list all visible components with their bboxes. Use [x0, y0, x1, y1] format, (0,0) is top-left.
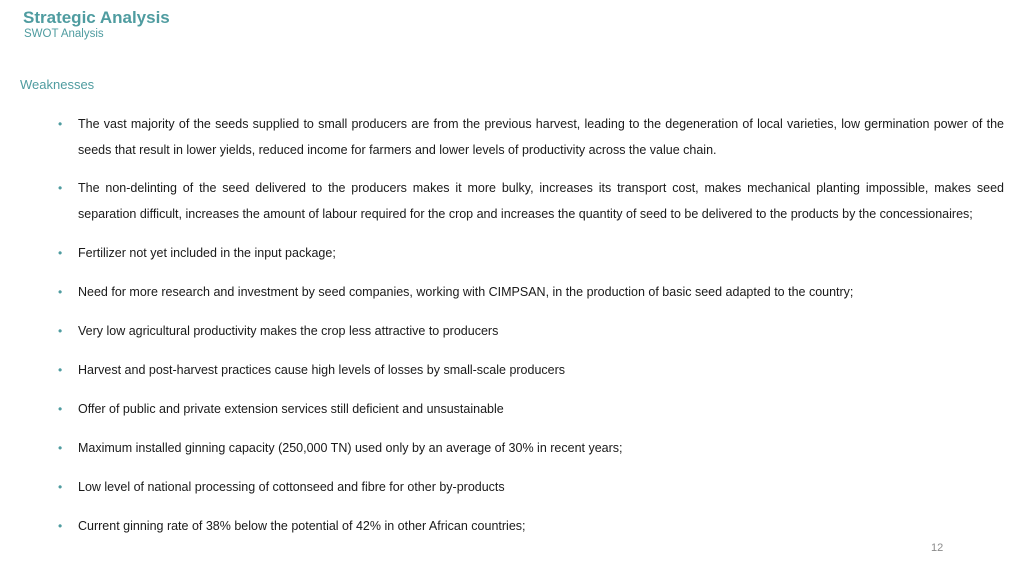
bullet-icon: • [58, 117, 63, 131]
bullet-icon: • [58, 246, 63, 260]
bullet-icon: • [58, 285, 63, 299]
list-item-text: Harvest and post-harvest practices cause high levels of losses by small-scale producers [78, 363, 566, 377]
list-item-text: Low level of national processing of cottonseed and fibre for other by-products [78, 480, 505, 494]
list-item-text: Need for more research and investment by seed companies, working with CIMPSAN, in the production of basic seed adapted to the country; [78, 285, 854, 299]
page-number: 12 [931, 542, 944, 554]
bullet-icon: • [58, 519, 63, 533]
list-item-text: Maximum installed ginning capacity (250,000 TN) used only by an average of 30% in recent years; [78, 441, 623, 455]
bullet-icon: • [58, 324, 63, 338]
list-item [58, 357, 1004, 383]
list-item [58, 318, 1004, 344]
bullet-icon: • [58, 181, 63, 195]
list-item-text: Very low agricultural productivity makes the crop less attractive to producers [78, 324, 499, 338]
list-item [58, 111, 1004, 163]
list-item [58, 240, 1004, 266]
bullet-icon: • [58, 441, 63, 455]
list-item-text: Current ginning rate of 38% below the potential of 42% in other African countries; [78, 519, 526, 533]
slide-subtitle: SWOT Analysis [24, 28, 104, 40]
list-item [58, 513, 1004, 539]
bullet-icon: • [58, 480, 63, 494]
list-item-text: Offer of public and private extension services still deficient and unsustainable [78, 402, 504, 416]
list-item [58, 175, 1004, 227]
list-item-text: The vast majority of the seeds supplied to small producers are from the previous harvest, leading to the degeneration of local varieties, low germination power of the seeds that result in lower yields, reduced income for farmers and lower levels of productivity across the value chain. [78, 117, 1004, 157]
list-item [58, 279, 1004, 305]
list-item [58, 474, 1004, 500]
list-item [58, 435, 1004, 461]
bullet-icon: • [58, 363, 63, 377]
slide-title: Strategic Analysis [23, 8, 170, 27]
list-item [58, 396, 1004, 422]
bullet-icon: • [58, 402, 63, 416]
list-item-text: The non-delinting of the seed delivered to the producers makes it more bulky, increases its transport cost, makes mechanical planting impossible, makes seed separation difficult, increases the amount of labour required for the crop and increases the quantity of seed to be delivered to the products by the concessionaires; [78, 181, 1004, 221]
section-heading: Weaknesses [20, 77, 95, 92]
list-item-text: Fertilizer not yet included in the input package; [78, 246, 336, 260]
